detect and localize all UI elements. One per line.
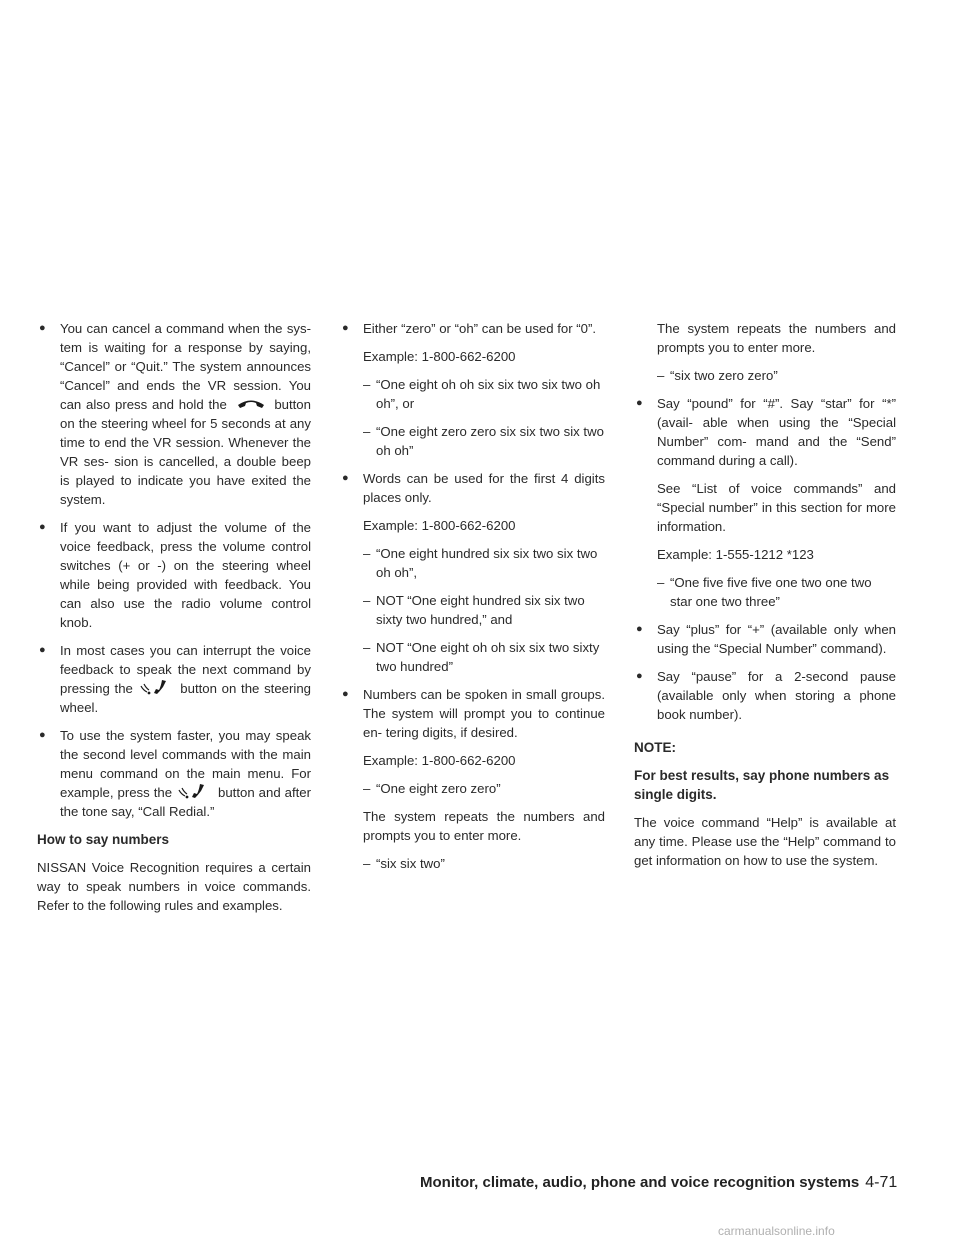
- dash-item: – “One eight hundred six six two six two oh oh”,: [340, 544, 605, 582]
- bullet-interrupt-feedback: ● In most cases you can interrupt the voice feedback to speak the next command by pressing the button on the steering wheel.: [37, 641, 311, 717]
- bullet-plus: ● Say “plus” for “+” (available only when using the “Special Number” command).: [634, 620, 896, 658]
- example-line: Example: 1-555-1212 *123: [657, 547, 814, 562]
- page-footer: [420, 1173, 920, 1192]
- see-reference: See “List of voice commands” and “Special number” in this section for more information.: [657, 481, 896, 534]
- note-paragraph: The voice command “Help” is available at any time. Please use the “Help” command to get information on how to use the system.: [634, 815, 896, 868]
- bullet-use-faster: ● To use the system faster, you may speak the second level commands with the main menu command on the main menu. For example, press the button and after the tone say, “Call Redial.”: [37, 726, 311, 821]
- bullet-zero-or-oh: ● Either “zero” or “oh” can be used for “0”.: [340, 319, 605, 338]
- phone-hangup-icon: [232, 395, 270, 411]
- talk-phone-icon: [176, 783, 214, 799]
- note-title: NOTE:: [634, 740, 676, 755]
- talk-phone-icon: [138, 679, 176, 695]
- example-line: Example: 1-800-662-6200: [363, 349, 516, 364]
- dash-item: – “six six two”: [340, 854, 605, 873]
- bullet-adjust-volume: ● If you want to adjust the volume of the voice feedback, press the volume control switches (+ or -) on the steering wheel while being provided with feedback. You can also use the radio volume control knob.: [37, 518, 311, 632]
- page-number: 4-71: [865, 1174, 898, 1191]
- example-line: Example: 1-800-662-6200: [363, 753, 516, 768]
- section-heading-how-to-say-numbers: How to say numbers: [37, 832, 170, 847]
- bullet-pound-star: ● Say “pound” for “#”. Say “star” for “*” (avail- able when using the “Special Number” com- mand and the “Send” command during a call).: [634, 394, 896, 470]
- repeat-note: The system repeats the numbers and prompts you to enter more.: [363, 809, 605, 843]
- example-line: Example: 1-800-662-6200: [363, 518, 516, 533]
- column-1: [37, 319, 311, 924]
- repeat-note: The system repeats the numbers and prompts you to enter more.: [657, 321, 896, 355]
- dash-item: – NOT “One eight hundred six six two sixty two hundred,” and: [340, 591, 605, 629]
- dash-item: – NOT “One eight oh oh six six two sixty two hundred”: [340, 638, 605, 676]
- dash-item: – “One eight zero zero”: [340, 779, 605, 798]
- bullet-words-first-digits: ● Words can be used for the first 4 digits places only.: [340, 469, 605, 507]
- column-2: [340, 319, 605, 882]
- watermark: carmanualsonline.info: [718, 1224, 835, 1238]
- bullet-pause: ● Say “pause” for a 2-second pause (available only when storing a phone book number).: [634, 667, 896, 724]
- intro-paragraph: NISSAN Voice Recognition requires a certain way to speak numbers in voice commands. Refer to the following rules and examples.: [37, 860, 311, 913]
- dash-item: – “One five five five one two one two star one two three”: [634, 573, 896, 611]
- column-3: [634, 319, 896, 879]
- footer-section-title: Monitor, climate, audio, phone and voice recognition systems: [420, 1174, 860, 1191]
- bullet-small-groups: ● Numbers can be spoken in small groups. The system will prompt you to continue en- tering digits, if desired.: [340, 685, 605, 742]
- dash-item: – “One eight zero zero six six two six two oh oh”: [340, 422, 605, 460]
- dash-item: – “One eight oh oh six six two six two oh oh”, or: [340, 375, 605, 413]
- bullet-cancel-command: ● You can cancel a command when the sys- tem is waiting for a response by saying, “Cancel” or “Quit.” The system announces “Cancel” and ends the VR session. You can also press and hold the button on the steering wheel for 5 seconds at any time to end the VR session. Whenever the VR ses- sion is cancelled, a double beep is played to indicate you have exited the system.: [37, 319, 311, 509]
- note-bold-text: For best results, say phone numbers as single digits.: [634, 768, 890, 802]
- dash-item: – “six two zero zero”: [634, 366, 896, 385]
